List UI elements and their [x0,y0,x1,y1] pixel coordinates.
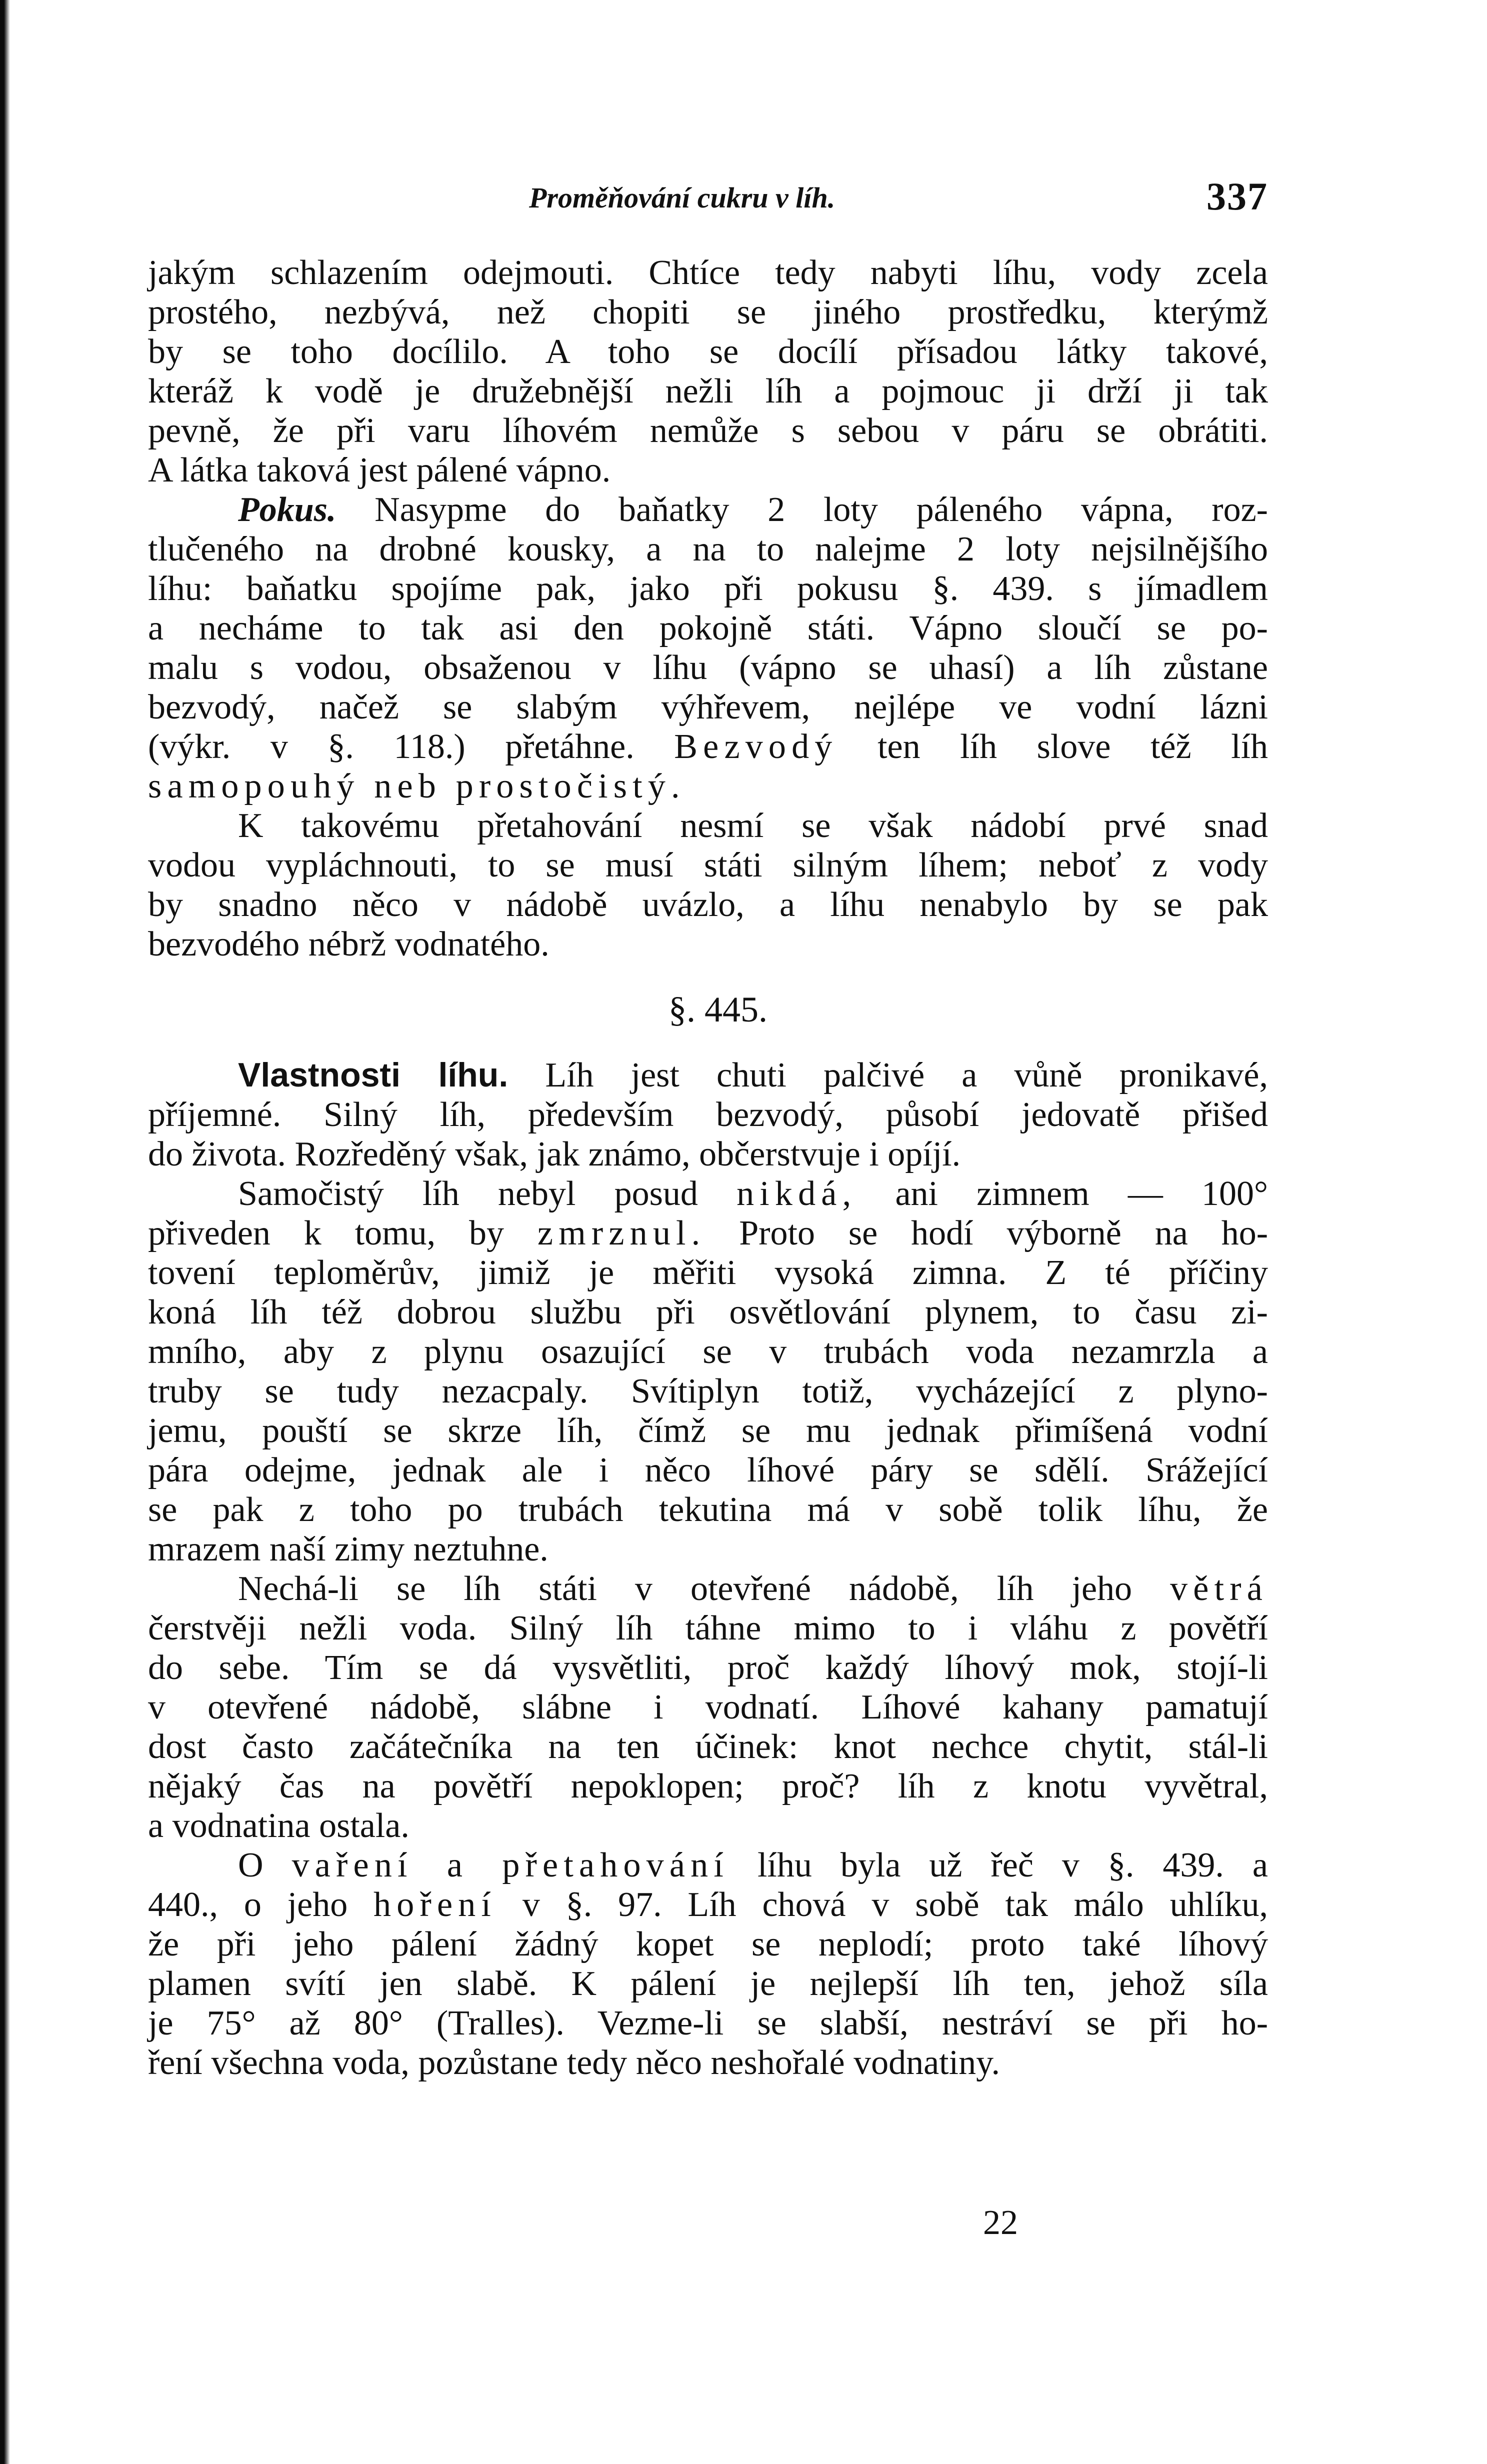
paragraph [148,1174,1268,1569]
text-line: by se toho docílilo. A toho se docílí přísadou látky takové, [148,332,1268,371]
text-run: Samočistý líh nebyl posud [238,1174,698,1213]
text-line: čerstvěji nežli voda. Silný líh táhne mimo to i vláhu z povětří [148,1609,1268,1648]
spaced-emphasis: samopouhý neb prostočistý. [148,767,686,806]
text-line: koná líh též dobrou službu při osvětlování plynem, to času zi- [148,1293,1268,1332]
text-run: 440., o jeho [148,1886,348,1924]
text-line: pevně, že při varu líhovém nemůže s sebou v páru se obrátiti. [148,412,1268,450]
paragraph [148,806,1268,964]
spaced-emphasis: Bezvodý [674,728,838,766]
text-run: Nechá-li se líh státi v otevřené nádobě, líh jeho [238,1570,1132,1608]
text-line: by snadno něco v nádobě uvázlo, a líhu nenabylo by se pak [148,886,1268,924]
experiment-label: Pokus. [238,490,336,529]
text-line: bezvodého nébrž vodnatého. [148,925,550,964]
text-line: mrazem naší zimy neztuhne. [148,1530,548,1568]
text-line: A látka taková jest pálené vápno. [148,451,611,490]
text-line: do života. Rozředěný však, jak známo, občerstvuje i opíjí. [148,1135,961,1174]
binding-edge [0,0,10,2464]
text-line: plamen svítí jen slabě. K pálení je nejlepší líh ten, jehož síla [148,1964,1268,2003]
paragraph [148,1846,1268,2082]
spaced-emphasis: zmrznul. [537,1214,706,1252]
text-run: v §. 97. Líh chová v sobě tak málo uhlíku, [522,1886,1268,1924]
text-line: je 75° až 80° (Tralles). Vezme-li se slabší, nestráví se při ho- [148,2004,1268,2042]
text-run: (výkr. v §. 118.) přetáhne. [148,728,634,766]
paragraph [148,1569,1268,1846]
spaced-emphasis: nikdá, [736,1174,857,1213]
text-line: jemu, pouští se skrze líh, čímž se mu jednak přimíšená vodní [148,1412,1268,1450]
page-number: 337 [1206,174,1268,218]
spaced-emphasis: větrá [1170,1570,1268,1608]
text-line: bezvodý, načež se slabým výhřevem, nejlépe ve vodní lázni [148,688,1268,726]
text-line: a vodnatina ostala. [148,1806,410,1845]
text-line: pára odejme, jednak ale i něco líhové páry se sdělí. Srážející [148,1451,1268,1490]
paragraph [148,1056,1268,1174]
spaced-emphasis: hoření [374,1886,497,1924]
text-line: líhu: baňatku spojíme pak, jako při pokusu §. 439. s jímadlem [148,570,1268,608]
text-line: tlučeného na drobné kousky, a na to nalejme 2 loty nejsilnějšího [148,530,1268,568]
text-run: Proto se hodí výborně na ho- [739,1214,1268,1252]
text-run: ten líh slove též líh [878,728,1268,766]
text-run: Nasypme do baňatky 2 loty páleného vápna, roz- [374,490,1268,529]
text-line [148,1885,1268,1924]
text-line: že při jeho pálení žádný kopet se neplodí; proto také líhový [148,1925,1268,1964]
signature-mark: 22 [983,2204,1018,2242]
text-run: ani zimnem — 100° [895,1174,1268,1213]
text-run: přiveden k tomu, by [148,1214,504,1252]
text-line [148,1174,1268,1214]
text-line: vodou vypláchnouti, to se musí státi silným líhem; neboť z vody [148,846,1268,884]
text-line: jakým schlazením odejmouti. Chtíce tedy nabyti líhu, vody zcela [148,254,1268,292]
text-line: K takovému přetahování nesmí se však nádobí prvé snad [238,806,1268,845]
text-line: do sebe. Tím se dá vysvětliti, proč každý líhový mok, stojí-li [148,1648,1268,1687]
text-line [148,1569,1268,1608]
text-line: v otevřené nádobě, slábne i vodnatí. Líhové kahany pamatují [148,1688,1268,1726]
text-run: líhu byla už řeč v §. 439. a [757,1846,1268,1884]
text-line [148,490,1268,530]
text-line: kteráž k vodě je družebnější nežli líh a pojmouc ji drží ji tak [148,372,1268,410]
text-run: Líh jest chuti palčivé a vůně pronikavé, [545,1056,1268,1094]
text-line [148,1056,1268,1095]
text-line: ření všechna voda, pozůstane tedy něco neshořalé vodnatiny. [148,2044,1000,2082]
spaced-emphasis: vaření a přetahování [292,1846,729,1884]
paragraph [148,253,1268,490]
text-line [148,1214,1268,1253]
section-number: §. 445. [668,990,768,1030]
text-line: mního, aby z plynu osazující se v trubách voda nezamrzla a [148,1332,1268,1371]
text-line: dost často začátečníka na ten účinek: knot nechce chytit, stál-li [148,1728,1268,1766]
text-line: malu s vodou, obsaženou v líhu (vápno se uhasí) a líh zůstane [148,648,1268,687]
text-line: příjemné. Silný líh, především bezvodý, působí jedovatě přišed [148,1096,1268,1134]
text-line: truby se tudy nezacpaly. Svítiplyn totiž, vycházející z plyno- [148,1372,1268,1410]
running-head: Proměňování cukru v líh. [529,182,836,214]
page-header [148,170,1268,225]
text-line: se pak z toho po trubách tekutina má v sobě tolik líhu, že [148,1490,1268,1529]
text-line [148,1846,1268,1885]
text-line [148,766,1268,806]
section-heading: Vlastnosti líhu. [238,1056,508,1094]
text-line: nějaký čas na povětří nepoklopen; proč? líh z knotu vyvětral, [148,1767,1268,1806]
text-line: tovení teploměrův, jimiž je měřiti vysoká zimna. Z té příčiny [148,1254,1268,1292]
text-run: O [238,1846,264,1884]
text-line: prostého, nezbývá, než chopiti se jiného prostředku, kterýmž [148,293,1268,332]
text-line [148,727,1268,766]
text-line: a necháme to tak asi den pokojně státi. Vápno sloučí se po- [148,609,1268,648]
body-text [148,253,1268,2082]
paragraph [148,490,1268,806]
